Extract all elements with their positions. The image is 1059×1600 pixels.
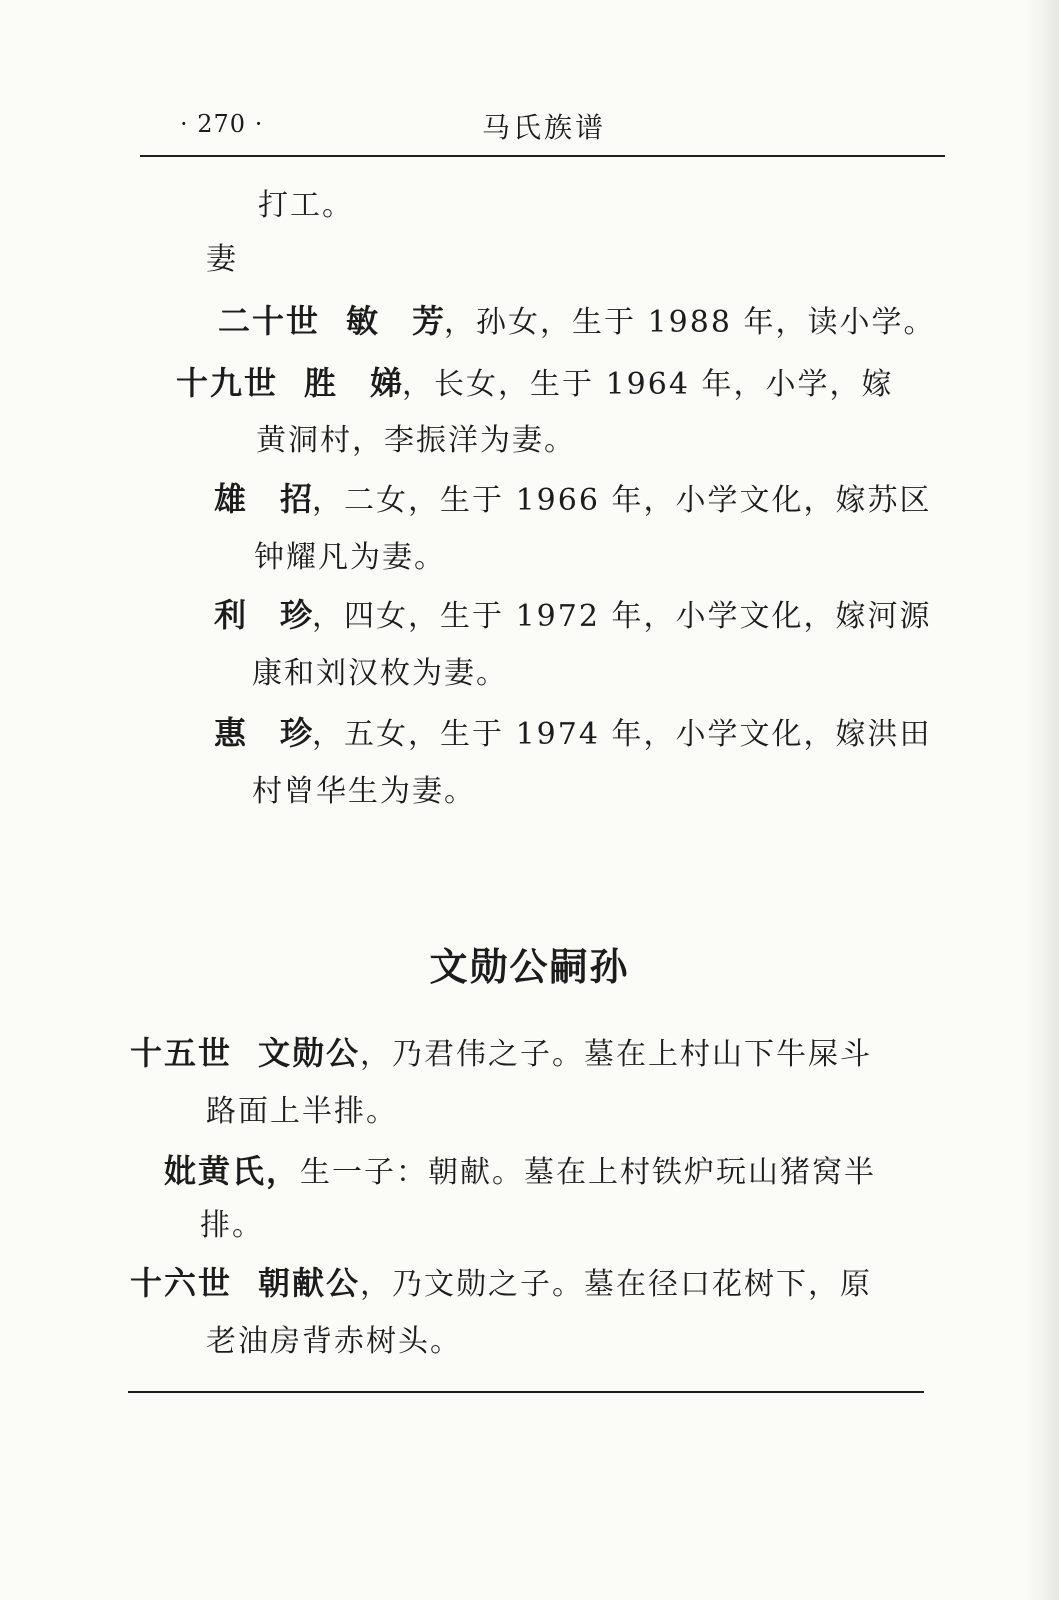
header-rule <box>140 155 945 157</box>
entry-text: ，长女，生于 1964 年，小学，嫁 <box>402 367 894 402</box>
entry-text: ，孙女，生于 1988 年，读小学。 <box>444 305 936 340</box>
generation-label: 十五世 <box>130 1034 233 1072</box>
person-name: 雄招 <box>214 480 313 518</box>
entry-text: ，五女，生于 1974 年，小学文化，嫁洪田 <box>312 717 932 752</box>
entry-text: ，四女，生于 1972 年，小学文化，嫁河源 <box>312 599 932 634</box>
generation-label: 十六世 <box>130 1264 233 1302</box>
entry-text: ，乃君伟之子。墓在上村山下牛屎斗 <box>360 1037 873 1072</box>
entry-continuation: 康和刘汉枚为妻。 <box>252 656 508 691</box>
entry-text: ，乃文勋之子。墓在径口花树下，原 <box>360 1267 873 1302</box>
footer-rule <box>128 1391 924 1393</box>
genealogy-entry-minfang <box>218 296 935 342</box>
entry-continuation: 老油房背赤树头。 <box>206 1324 462 1359</box>
genealogy-entry-wenxun <box>130 1028 872 1074</box>
entry-text: 生一子：朝献。墓在上村铁炉玩山猪窝半 <box>300 1155 877 1190</box>
page-number: · 270 · <box>180 110 264 138</box>
text-line: 妻 <box>206 242 238 277</box>
genealogy-entry-chaoxian <box>130 1258 872 1304</box>
person-name: 妣黄氏， <box>164 1152 301 1190</box>
person-name: 利珍 <box>214 596 313 634</box>
genealogy-entry-huizhen <box>214 708 931 754</box>
generation-label: 二十世 <box>218 302 321 340</box>
genealogy-entry-lizhen <box>214 590 931 636</box>
entry-continuation: 钟耀凡为妻。 <box>254 540 446 575</box>
person-name: 朝献公 <box>258 1264 361 1302</box>
genealogy-entry-xiongzhao <box>214 474 931 520</box>
entry-continuation: 排。 <box>200 1208 264 1243</box>
section-title: 文勋公嗣孙 <box>429 945 630 989</box>
person-name: 惠珍 <box>214 714 313 752</box>
person-name: 文勋公 <box>258 1034 361 1072</box>
entry-continuation: 黄洞村，李振洋为妻。 <box>256 423 576 458</box>
genealogy-entry-shengti <box>176 358 893 404</box>
page-header <box>140 100 945 154</box>
entry-continuation: 路面上半排。 <box>206 1094 398 1129</box>
page-edge-shadow <box>1025 0 1059 1600</box>
text-line: 打工。 <box>258 188 354 223</box>
person-name: 胜娣 <box>304 364 403 402</box>
generation-label: 十九世 <box>176 364 279 402</box>
entry-text: ，二女，生于 1966 年，小学文化，嫁苏区 <box>312 483 932 518</box>
book-title: 马氏族谱 <box>482 111 607 144</box>
genealogy-entry-huang <box>164 1146 876 1192</box>
entry-continuation: 村曾华生为妻。 <box>252 774 476 809</box>
person-name: 敏芳 <box>346 302 445 340</box>
